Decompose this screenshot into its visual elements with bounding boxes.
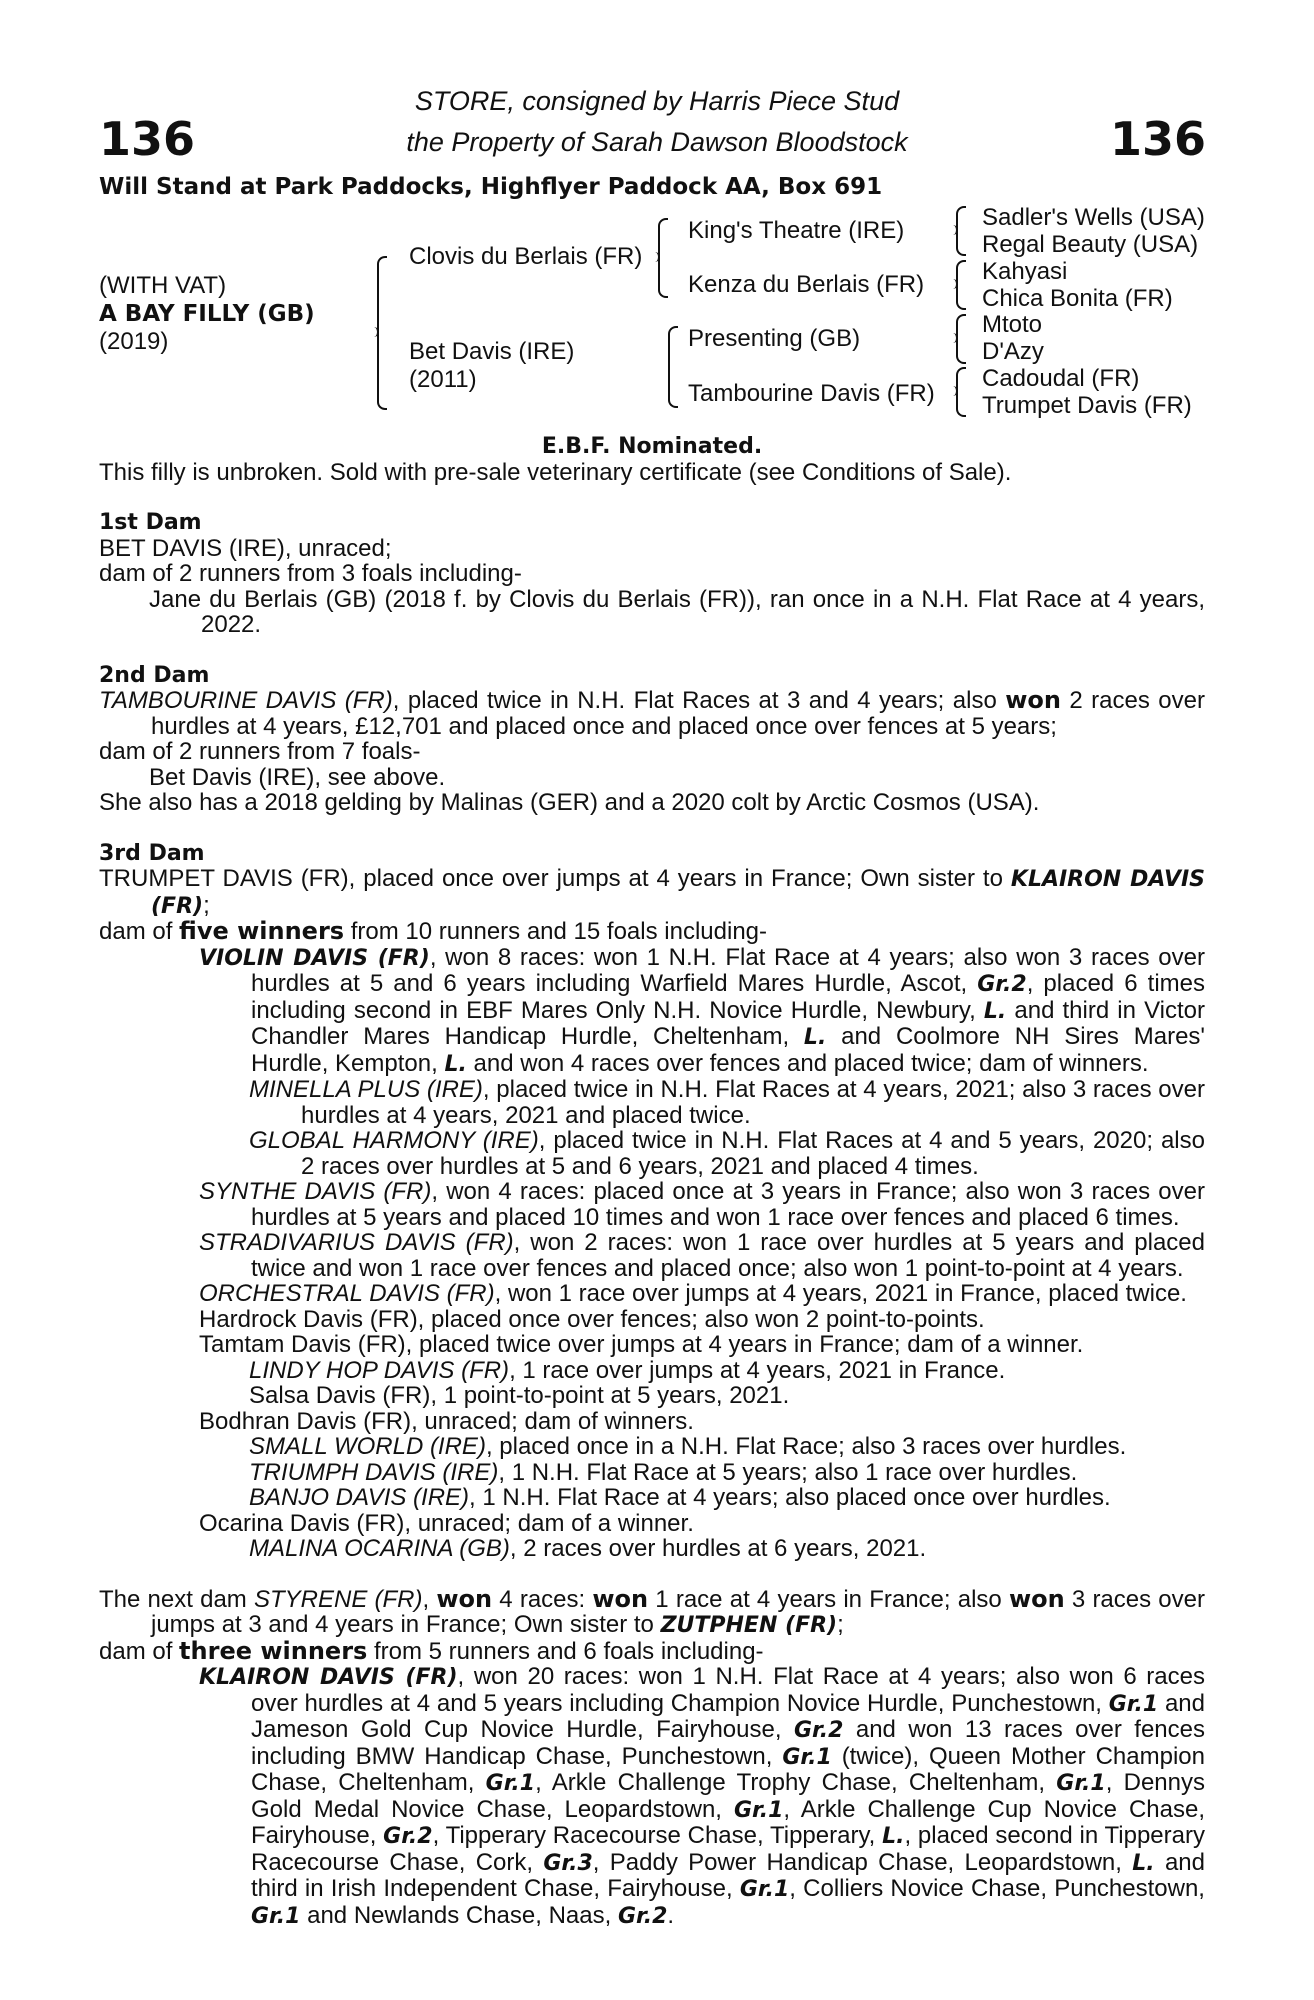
entry-malina: MALINA OCARINA (GB), 2 races over hurdles at 6 years, 2021. (249, 1535, 927, 1562)
third-dam-line-1: TRUMPET DAVIS (FR), placed once over jumps at 4 years in France; Own sister to KLAIRON DAVIS (FR); (99, 865, 1206, 919)
second-dam-heading: 2nd Dam (99, 662, 210, 688)
entry-ocarina: Ocarina Davis (FR), unraced; dam of a winner. (199, 1509, 694, 1537)
dam: Bet Davis (IRE) (409, 338, 575, 365)
gp-5: Mtoto (982, 311, 1043, 338)
entry-stradivarius: STRADIVARIUS DAVIS (FR), won 2 races: won 1 race over hurdles at 5 years and placed twice and won 1 race over fences and placed once; also won 1 point-to-point at 4 years. (199, 1229, 1205, 1282)
third-dam-line-2: dam of five winners from 10 runners and 15 foals including- (99, 917, 767, 945)
gp-3: Kahyasi (982, 258, 1068, 285)
dam-year: (2011) (409, 366, 477, 393)
dam-sire: Presenting (GB) (688, 325, 861, 352)
ebf-nominated: E.B.F. Nominated. (541, 434, 763, 459)
first-dam-line-1: BET DAVIS (IRE), unraced; (99, 534, 392, 562)
entry-klairon: KLAIRON DAVIS (FR), won 20 races: won 1 N.H. Flat Race at 4 years; also won 6 races over hurdles at 4 and 5 years including Champion Novice Hurdle, Punchestown, Gr.1 and Jameson Gold Cup Novice Hurdle, Fairyhouse, Gr.2 and won 13 races over fences including BMW Handicap Chase, Punchestown, Gr.1 (twice), Queen Mother Champion Chase, Cheltenham, Gr.1, Arkle Challenge Trophy Chase, Cheltenham, Gr.1, Dennys Gold Medal Novice Chase, Leopardstown, Gr.1, Arkle Challenge Cup Novice Chase, Fairyhouse, Gr.2, Tipperary Racecourse Chase, Tipperary, L., placed second in Tipperary Racecourse Chase, Cork, Gr.3, Paddy Power Handicap Chase, Leopardstown, L. and third in Irish Independent Chase, Fairyhouse, Gr.1, Colliers Novice Chase, Punchestown, Gr.1 and Newlands Chase, Naas, Gr.2. (199, 1663, 1206, 1929)
second-dam-line-4: She also has a 2018 gelding by Malinas (GER) and a 2020 colt by Arctic Cosmos (USA). (99, 789, 1040, 816)
entry-global: GLOBAL HARMONY (IRE), placed twice in N.H. Flat Races at 4 and 5 years, 2020; also 2 races over hurdles at 5 and 6 years, 2021 and placed 4 times. (249, 1127, 1205, 1180)
brace-g2 (952, 260, 962, 310)
entry-minella: MINELLA PLUS (IRE), placed twice in N.H. Flat Races at 4 years, 2021; also 3 races over hurdles at 4 years, 2021 and placed twice. (249, 1076, 1205, 1129)
catalogue-body (99, 434, 1205, 1929)
sire-dam: Kenza du Berlais (FR) (688, 271, 925, 298)
gp-4: Chica Bonita (FR) (982, 285, 1173, 312)
brace-g1 (952, 206, 962, 256)
brace-dam (664, 326, 674, 408)
entry-banjo: BANJO DAVIS (IRE), 1 N.H. Flat Race at 4 years; also placed once over hurdles. (249, 1484, 1111, 1511)
first-dam-line-2: dam of 2 runners from 3 foals including- (99, 560, 522, 587)
entry-salsa: Salsa Davis (FR), 1 point-to-point at 5 years, 2021. (249, 1382, 790, 1409)
horse-name: A BAY FILLY (GB) (99, 301, 315, 327)
entry-small-world: SMALL WORLD (IRE), placed once in a N.H. Flat Race; also 3 races over hurdles. (249, 1433, 1127, 1460)
stand-location: Will Stand at Park Paddocks, Highflyer Paddock AA, Box 691 (99, 174, 883, 200)
second-dam-line-2: dam of 2 runners from 7 foals- (99, 738, 421, 765)
entry-tamtam: Tamtam Davis (FR), placed twice over jumps at 4 years in France; dam of a winner. (199, 1331, 1084, 1358)
brace-g4 (952, 367, 962, 417)
sale-note: This filly is unbroken. Sold with pre-sale veterinary certificate (see Conditions of Sale). (99, 458, 1012, 486)
gp-8: Trumpet Davis (FR) (982, 392, 1192, 419)
entry-violin: VIOLIN DAVIS (FR), won 8 races: won 1 N.H. Flat Race at 4 years; also won 3 races over hurdles at 5 and 6 years including Warfield Mares Hurdle, Ascot, Gr.2, placed 6 times including second in EBF Mares Only N.H. Novice Hurdle, Newbury, L. and third in Victor Chandler Mares Handicap Hurdle, Cheltenham, L. and Coolmore NH Sires Mares' Hurdle, Kempton, L. and won 4 races over fences and placed twice; dam of winners. (199, 943, 1206, 1077)
third-dam-heading: 3rd Dam (99, 840, 205, 866)
brace-g3 (952, 314, 962, 364)
entry-hardrock: Hardrock Davis (FR), placed once over fences; also won 2 point-to-points. (199, 1305, 985, 1333)
entry-orchestral: ORCHESTRAL DAVIS (FR), won 1 race over jumps at 4 years, 2021 in France, placed twice. (199, 1280, 1187, 1307)
entry-bodhran: Bodhran Davis (FR), unraced; dam of winners. (199, 1407, 694, 1435)
gp-1: Sadler's Wells (USA) (982, 204, 1205, 231)
consignor-line: STORE, consigned by Harris Piece Stud (414, 86, 900, 116)
next-dam-line-2: dam of three winners from 5 runners and 6 foals including- (99, 1636, 764, 1665)
brace-sire (654, 218, 664, 298)
second-dam-line-3: Bet Davis (IRE), see above. (149, 763, 446, 791)
entry-triumph: TRIUMPH DAVIS (IRE), 1 N.H. Flat Race at 5 years; also 1 race over hurdles. (249, 1458, 1078, 1486)
first-dam-line-3: Jane du Berlais (GB) (2018 f. by Clovis du Berlais (FR)), ran once in a N.H. Flat Race at 4 years, 2022. (149, 585, 1205, 638)
property-line: the Property of Sarah Dawson Bloodstock (406, 127, 908, 157)
entry-lindy: LINDY HOP DAVIS (FR), 1 race over jumps at 4 years, 2021 in France. (249, 1356, 1006, 1384)
gp-6: D'Azy (982, 338, 1044, 365)
gp-2: Regal Beauty (USA) (982, 231, 1199, 258)
lot-number-right: 136 (1109, 112, 1206, 166)
sire: Clovis du Berlais (FR) (409, 243, 643, 270)
dam-dam: Tambourine Davis (FR) (688, 380, 935, 407)
lot-number-left: 136 (99, 112, 196, 166)
gp-7: Cadoudal (FR) (982, 365, 1140, 392)
next-dam-line-1: The next dam STYRENE (FR), won 4 races: won 1 race at 4 years in France; also won 3 races over jumps at 3 and 4 years in France; Own sister to ZUTPHEN (FR); (99, 1584, 1205, 1638)
first-dam-heading: 1st Dam (99, 510, 202, 535)
vat-label: (WITH VAT) (99, 272, 227, 299)
horse-year: (2019) (99, 328, 169, 355)
entry-synthe: SYNTHE DAVIS (FR), won 4 races: placed once at 3 years in France; also won 3 races over hurdles at 5 years and placed 10 times and won 1 race over fences and placed 6 times. (199, 1178, 1205, 1231)
second-dam-line-1: TAMBOURINE DAVIS (FR), placed twice in N.H. Flat Races at 3 and 4 years; also won 2 races over hurdles at 4 years, £12,701 and placed once and placed once over fences at 5 years; (99, 686, 1205, 740)
brace-main (373, 256, 383, 410)
sire-sire: King's Theatre (IRE) (688, 217, 905, 244)
